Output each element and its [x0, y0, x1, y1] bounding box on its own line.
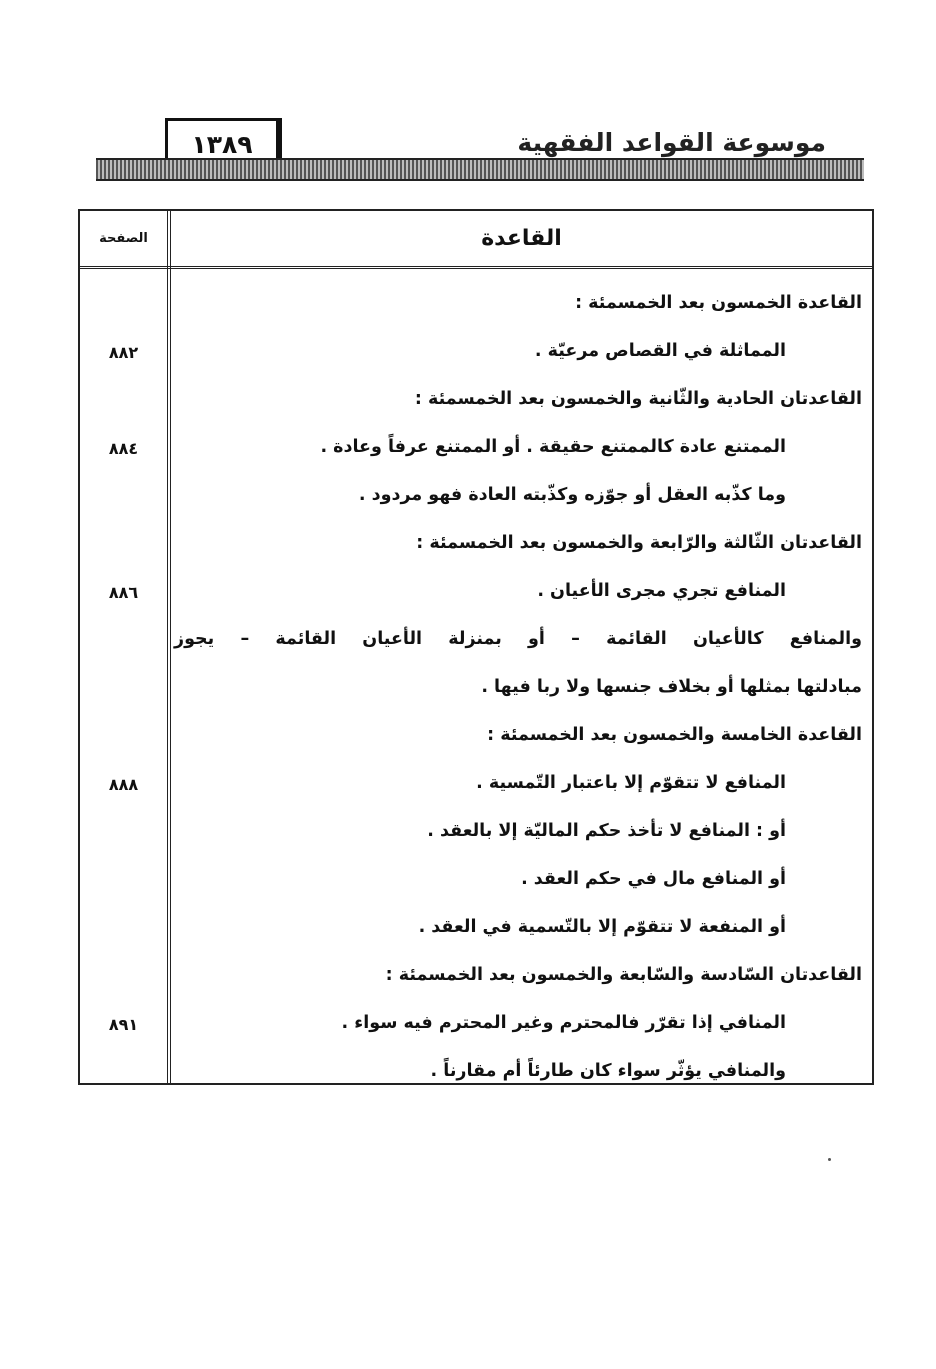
- book-title: موسوعة القواعد الفقهية: [517, 128, 826, 157]
- rule-text: القاعدتان الحادية والثّانية والخمسون بعد الخمسمئة :: [414, 389, 862, 409]
- rule-text: مبادلتها بمثلها أو بخلاف جنسها ولا ربا فيها .: [481, 677, 862, 697]
- table-row: [80, 287, 872, 335]
- rule-text: القاعدة الخامسة والخمسون بعد الخمسمئة :: [487, 725, 862, 745]
- table-row: [80, 527, 872, 575]
- table-row: [80, 335, 872, 383]
- page-column-header: الصفحة: [99, 231, 148, 246]
- rule-text: المنافع تجري مجرى الأعيان .: [537, 581, 786, 601]
- rule-text: المماثلة في القصاص مرعيّة .: [534, 341, 786, 361]
- table-row: [80, 383, 872, 431]
- rule-text: القاعدة الخمسون بعد الخمسمئة :: [575, 293, 862, 313]
- table-body: [80, 287, 872, 1103]
- page-reference: ٨٨٢: [108, 343, 139, 362]
- page-reference: ٨٨٨: [108, 775, 139, 794]
- rule-text: المنافع لا تتقوّم إلا باعتبار التّمسية .: [476, 773, 786, 793]
- table-row: [80, 911, 872, 959]
- page-reference: ٨٨٤: [108, 439, 139, 458]
- rule-text: أو : المنافع لا تأخذ حكم الماليّة إلا بالعقد .: [427, 821, 786, 841]
- stray-mark: [828, 1158, 831, 1161]
- rule-text: والمنافع كالأعيان القائمة – أو بمنزلة الأعيان القائمة – يجوز: [174, 629, 862, 649]
- page-header: [0, 0, 936, 200]
- header-rule: [96, 158, 864, 181]
- rule-text: المنافي إذا تقرّر فالمحترم وغير المحترم فيه سواء .: [341, 1013, 786, 1033]
- page-reference: ٨٨٦: [108, 583, 139, 602]
- table-row: [80, 767, 872, 815]
- rule-text: القاعدتان السّادسة والسّابعة والخمسون بعد الخمسمئة :: [385, 965, 862, 985]
- rule-text: وما كذّبه العقل أو جوّزه وكذّبته العادة فهو مردود .: [358, 485, 786, 505]
- table-header-row: [80, 211, 872, 269]
- table-row: [80, 623, 872, 671]
- table-row: [80, 815, 872, 863]
- page-reference: ٨٩١: [108, 1015, 139, 1034]
- rule-text: القاعدتان الثّالثة والرّابعة والخمسون بعد الخمسمئة :: [416, 533, 862, 553]
- rule-text: أو المنفعة لا تتقوّم إلا بالتّسمية في العقد .: [418, 917, 786, 937]
- table-row: [80, 1007, 872, 1055]
- table-row: [80, 719, 872, 767]
- table-row: [80, 575, 872, 623]
- page-number: ١٣٨٩: [191, 129, 253, 159]
- rule-text: أو المنافع مال في حكم العقد .: [521, 869, 786, 889]
- rule-text: والمنافي يؤثّر سواء كان طارئاً أم مقارناً .: [430, 1061, 786, 1081]
- rules-index-table: [78, 209, 874, 1085]
- table-row: [80, 959, 872, 1007]
- rule-column-header: القاعدة: [481, 226, 562, 251]
- table-row: [80, 1055, 872, 1103]
- rule-text: الممتنع عادة كالممتنع حقيقة . أو الممتنع عرفاً وعادة .: [320, 437, 786, 457]
- table-row: [80, 479, 872, 527]
- table-row: [80, 431, 872, 479]
- table-row: [80, 863, 872, 911]
- table-row: [80, 671, 872, 719]
